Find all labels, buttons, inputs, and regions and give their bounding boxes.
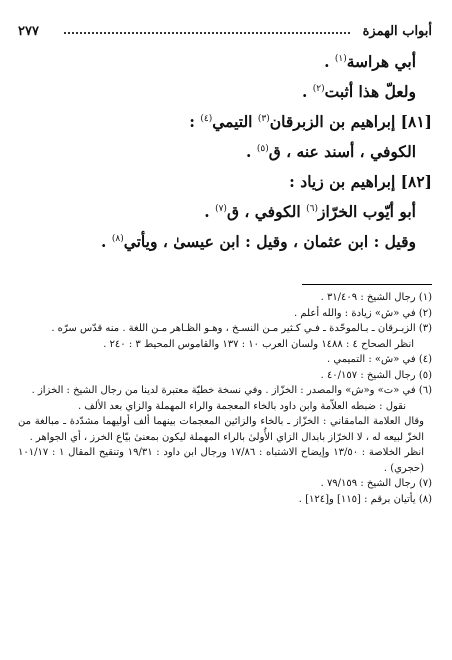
running-title: أبواب الهمزة: [362, 24, 432, 39]
text-line: وقيل : ابن عثمان ، وقيل : ابن عيسىٰ ، ويأتي$^{(٨)}$ .: [101, 232, 416, 251]
footnote: (٨) يأتيان برقم : [١١٥] و[١٢٤] .: [298, 493, 432, 505]
text-line: أبو أيّوب الخرّاز$^{(٦)}$ الكوفي ، ق$^{(٧)}$ .: [204, 202, 416, 221]
entry-heading: [٨٢] إبراهيم بن زياد :: [289, 172, 432, 191]
text-line: أبي هراسة$^{(١)}$ .: [324, 52, 416, 71]
footnote: (٤) في «ش» : التميمي .: [327, 354, 432, 365]
entry-heading: [٨١] إبراهيم بن الزبرقان$^{(٣)}$ التيمي$^{(٤)}$ :: [189, 112, 432, 131]
footnote: (٣) الزبـرقان ـ بـالموحّدة ـ فـي كـثير مـن النسـخ ، وهـو الظـاهر مـن اللغة . منه قدّس سرّه .: [51, 323, 432, 334]
footnote-ref: (٨): [111, 233, 124, 244]
footnote-ref: (٢): [312, 83, 325, 94]
footnote: (١) رجال الشيخ : ٣١/٤٠٩ .: [320, 292, 432, 303]
footnote: (٧) رجال الشيخ : ٧٩/١٥٩ .: [320, 478, 432, 489]
footnote-ref: (٣): [257, 113, 270, 124]
footnote-separator: [302, 284, 432, 285]
main-text: [20, 52, 432, 262]
page-number: ٢٧٧: [18, 24, 39, 39]
footnote-ref: (٤): [200, 113, 213, 124]
footnote-continuation: نقول : ضبطه العلاّمة وابن داود بالخاء المعجمة والراء المهملة والزاي بعد الألف .: [77, 400, 406, 412]
footnote-ref: (١): [334, 53, 347, 64]
leader-dots: [64, 32, 350, 34]
page-header: [18, 24, 432, 46]
footnote-continuation: انظر الصحاح ٤ : ١٤٨٨ ولسان العرب ١٠ : ١٣٧ والقاموس المحيط ٣ : ٢٤٠ .: [103, 338, 414, 350]
footnote: (٥) رجال الشيخ : ٤٠/١٥٧ .: [320, 369, 432, 381]
footnote-continuation: وقال العلامة المامقاني : الخزّاز ـ بالخاء والزائين المعجمات بينهما ألف أوليهما مشدّدة ـ مبالغة من الخزّ لبيعه له ، لا الخرّاز بابدال الزاي الأُولىٰ بالراء المهملة ليكون بمعنىٰ بيّاع الخرز ، أي الجواهر .: [18, 416, 424, 443]
footnote: (٦) في «ت» و«ش» والمصدر : الخزّاز . وفي نسخة خطيّة معتبرة لدينا من رجال الشيخ : الخزاز .: [31, 385, 432, 396]
footnote: (٢) في «ش» زيادة : والله أعلم .: [294, 307, 432, 319]
footnote-ref: (٦): [306, 203, 318, 214]
text-line: الكوفي ، أسند عنه ، ق$^{(٥)}$ .: [246, 142, 416, 161]
footnotes: [18, 290, 432, 507]
footnote-ref: (٧): [215, 203, 227, 214]
footnote-ref: (٥): [256, 143, 269, 154]
text-line: ولعلّ هذا أثبت$^{(٢)}$ .: [301, 82, 416, 101]
footnote-continuation: انظر الخلاصة : ١٣/٥٠ وإيضاح الاشتباه : ١٧/٨٦ ورجال ابن داود : ١٩/٣١ وتنقيح المقال ١ : ١٠١/١٧ (حجري) .: [18, 447, 424, 474]
